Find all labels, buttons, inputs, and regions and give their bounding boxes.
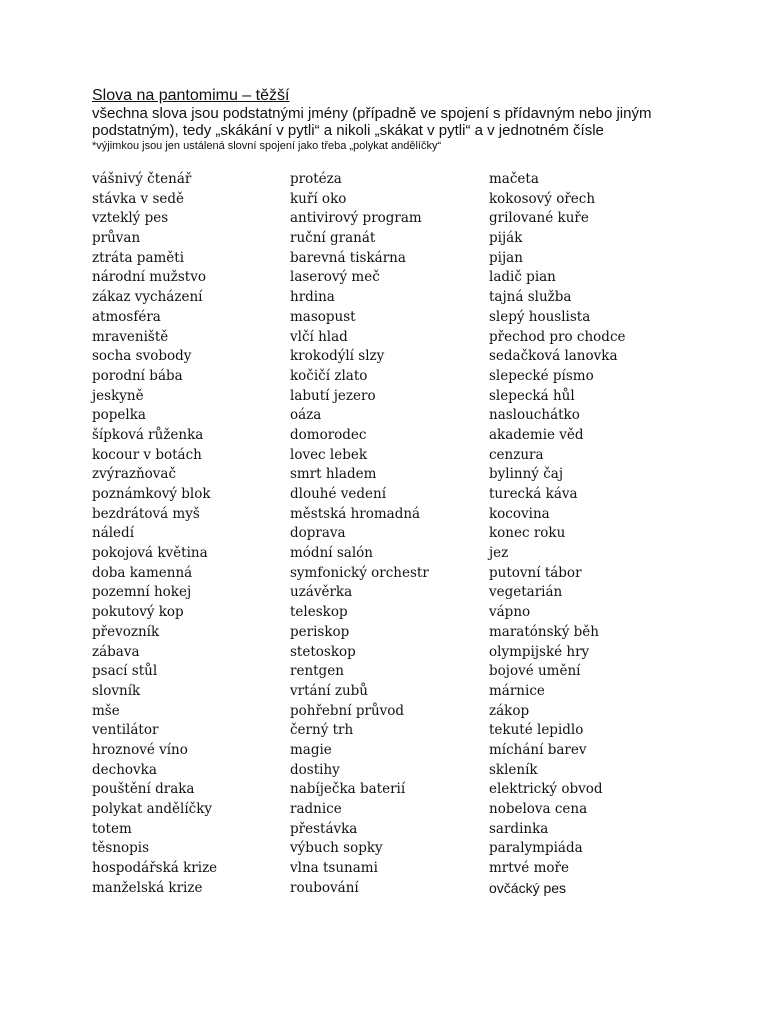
word-item: národní mužstvo [92,269,206,286]
word-item: cenzura [489,446,544,463]
word-item: ladič pian [489,269,556,286]
word-item: ovčácký pes [489,879,567,896]
word-item: vápno [489,604,531,621]
word-item: slovník [92,682,141,699]
word-item: míchání barev [489,741,587,758]
word-item: ztráta paměti [92,249,185,266]
word-item: márnice [489,682,545,699]
word-item: labutí jezero [290,387,376,404]
word-item: roubování [290,879,359,896]
word-item: náledí [92,525,135,542]
word-item: výbuch sopky [290,840,383,857]
word-item: tekuté lepidlo [489,722,584,739]
word-item: kocovina [489,505,550,522]
word-item: krokodýlí slzy [290,348,385,365]
word-item: dlouhé vedení [290,486,387,502]
word-item: oáza [290,407,322,424]
word-item: převozník [92,623,160,640]
word-item: slepý houslista [489,308,591,325]
word-item: těsnopis [92,840,150,857]
word-item: olympijské hry [489,643,590,660]
word-item: totem [92,820,132,837]
word-item: ventilátor [92,722,159,739]
word-item: laserový meč [290,269,380,286]
word-item: atmosféra [92,308,161,325]
word-item: vrtání zubů [290,682,369,699]
word-item: grilované kuře [489,210,589,227]
word-item: teleskop [290,604,348,621]
word-item: hroznové víno [92,741,188,758]
word-item: protéza [290,171,342,187]
word-item: mraveniště [92,328,169,345]
word-item: lovec lebek [290,446,368,463]
word-item: pozemní hokej [92,584,192,601]
word-item: nabíječka baterií [290,781,406,798]
word-item: zákaz vycházení [92,289,203,306]
word-item: socha svobody [92,348,192,365]
word-item: antivirový program [290,210,422,227]
word-item: poznámkový blok [92,486,211,502]
word-item: pijan [489,249,523,266]
word-item: vlčí hlad [290,328,348,345]
word-item: magie [290,741,332,758]
intro-line-1: všechna slova jsou podstatnými jmény (případně ve spojení s přídavným nebo jiným [92,105,652,122]
word-item: psací stůl [92,663,158,680]
word-columns [92,170,732,910]
word-item: zákop [489,702,530,719]
word-item: elektrický obvod [489,781,603,798]
word-item: uzávěrka [290,584,353,601]
word-item: dechovka [92,761,157,778]
intro-line-2: podstatným), tedy „skákání v pytli“ a nikoli „skákat v pytli“ a v jednotném čísle [92,122,604,139]
word-item: nobelova cena [489,801,588,817]
word-item: průvan [92,230,141,247]
word-item: pohřební průvod [290,702,405,719]
word-column-1 [92,170,217,898]
word-item: bylinný čaj [489,466,564,483]
word-item: vlna tsunami [290,860,378,877]
word-item: symfonický orchestr [290,564,429,581]
word-item: ruční granát [290,230,376,247]
word-item: kocour v botách [92,446,202,463]
word-item: vzteklý pes [92,210,169,227]
word-item: domorodec [290,426,367,443]
word-item: periskop [290,623,350,640]
word-item: jez [489,545,509,562]
word-item: hospodářská krize [92,860,218,877]
word-item: naslouchátko [489,407,580,424]
word-item: pokutový kop [92,604,184,621]
word-item: městská hromadná [290,505,421,522]
page-title: Slova na pantomimu – těžší [92,87,290,104]
word-item: přestávka [290,820,358,837]
word-item: jeskyně [92,387,144,404]
word-item: sardinka [489,820,549,837]
word-item: zábava [92,643,140,660]
word-item: stávka v sedě [92,190,185,207]
word-item: skleník [489,761,538,778]
word-item: dostihy [290,761,340,778]
word-item: bezdrátová myš [92,505,200,522]
word-item: smrt hladem [290,466,377,483]
word-item: manželská krize [92,879,203,896]
word-item: tajná služba [489,289,572,306]
word-item: mačeta [489,171,539,187]
word-item: přechod pro chodce [489,328,626,345]
word-item: zvýrazňovač [92,466,177,483]
word-item: módní salón [290,545,373,562]
word-item: popelka [92,407,146,424]
word-item: šípková růženka [92,426,204,443]
word-item: rentgen [290,663,344,680]
word-item: černý trh [290,722,354,739]
word-item: doba kamenná [92,564,193,581]
word-item: konec roku [489,525,566,542]
footnote: *výjimkou jsou jen ustálená slovní spojení jako třeba „polykat andělíčky“ [92,140,442,152]
word-item: sedačková lanovka [489,348,618,365]
word-item: kočičí zlato [290,367,368,384]
word-item: vášnivý čtenář [92,171,192,187]
word-item: hrdina [290,289,335,306]
word-item: akademie věd [489,426,584,443]
word-item: barevná tiskárna [290,249,406,266]
word-item: masopust [290,308,356,325]
word-item: turecká káva [489,486,578,502]
word-item: maratónský běh [489,623,599,640]
word-item: bojové umění [489,663,581,680]
word-item: slepecká hůl [489,387,575,404]
word-item: pokojová květina [92,545,208,562]
word-item: kuří oko [290,190,347,207]
document-header [92,86,732,153]
word-item: porodní bába [92,367,183,384]
word-item: paralympiáda [489,840,583,857]
word-item: doprava [290,525,346,542]
word-column-2 [290,170,429,898]
word-item: radnice [290,801,342,817]
word-item: putovní tábor [489,564,582,581]
word-item: piják [489,230,523,247]
word-column-3 [489,170,626,898]
word-item: stetoskop [290,643,356,660]
word-item: mše [92,702,120,719]
word-item: slepecké písmo [489,367,594,384]
word-item: kokosový ořech [489,190,596,207]
word-item: mrtvé moře [489,860,569,877]
word-item: polykat andělíčky [92,801,213,817]
word-item: vegetarián [489,584,563,601]
word-item: pouštění draka [92,781,195,798]
